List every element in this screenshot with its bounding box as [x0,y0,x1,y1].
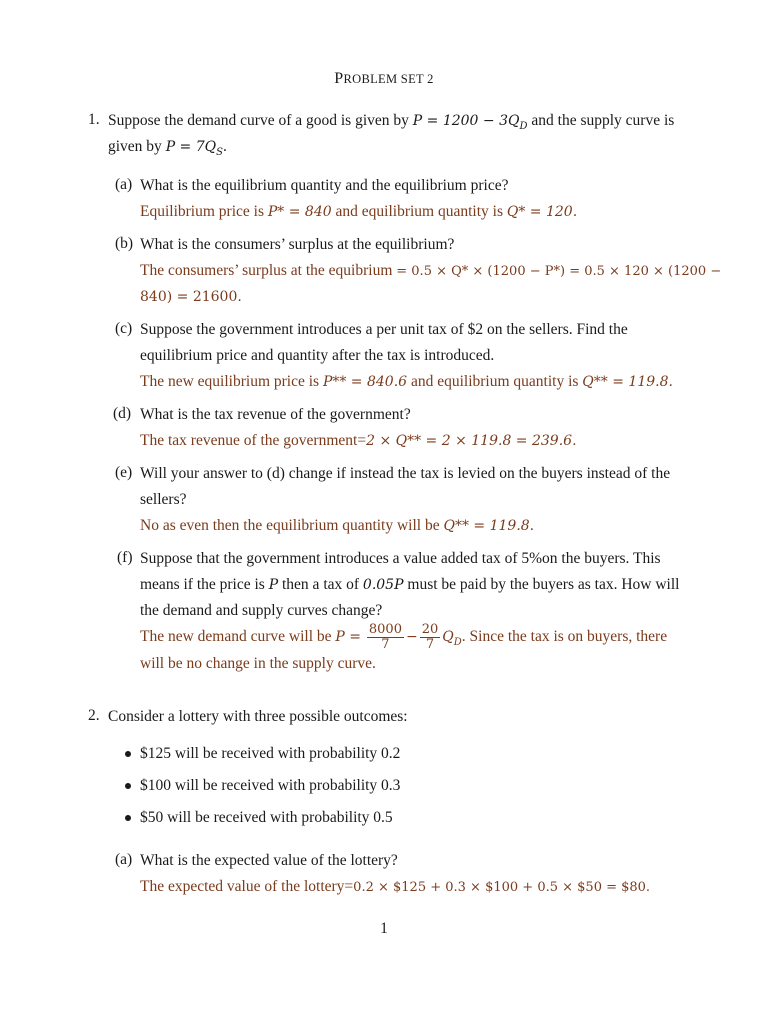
q1-text-c: given by [108,138,166,155]
q1-text-d: . [222,138,227,155]
q1-text-line-1 [108,111,674,137]
title-initial: P [334,70,344,87]
q2a-ans-1: The expected value of the lottery= [140,878,354,895]
q1b-ans-m2: 840) = 21600. [140,289,242,305]
q1f-q2b: then a tax of [278,576,363,593]
q1a-label: (a) [115,176,133,193]
q1f-ans-m2-sub: D [453,637,462,649]
q1f-frac2-bot: 7 [425,636,435,652]
q1d-label: (d) [113,405,132,422]
q1a-ans-m1: P* = 840 [267,204,332,220]
q2a-ans-m1: 0.2 × $125 + 0.3 × $100 + 0.5 × $50 = $80. [353,880,651,895]
q1-text-b: and the supply curve is [527,112,675,129]
q1e-ans-m1: Q** = 119.8. [443,518,535,534]
q1f-question-line-3: the demand and supply curves change? [140,602,383,619]
q1c-ans-1: The new equilibrium price is [140,373,323,390]
q1b-label: (b) [115,235,134,252]
q1c-ans-2: and equilibrium quantity is [407,373,583,390]
q1f-frac1-top: 8000 [368,621,402,637]
q1f-frac2-top: 20 [421,621,439,637]
q1f-ans-1: The new demand curve will be [140,628,336,645]
q1f-fraction-1 [367,623,404,652]
q1f-q2m: P [268,577,279,593]
q1c-ans-m2: Q** = 119.8. [582,374,673,390]
q1d-question: What is the tax revenue of the government? [140,406,411,423]
q1d-ans-m1: 2 × Q** = 2 × 119.8 = 239.6. [366,433,577,449]
q1d-ans-1: The tax revenue of the government= [140,432,367,449]
q2-bullet-1: $125 will be received with probability 0.2 [140,745,401,762]
q1-number: 1. [88,111,100,128]
title-rest: ROBLEM SET 2 [343,72,434,86]
q2-number: 2. [88,707,100,724]
q1e-ans-1: No as even then the equilibrium quantity will be [140,517,444,534]
q1f-q2a: means if the price is [140,576,269,593]
q2-bullet-2: $100 will be received with probability 0.3 [140,777,401,794]
q1-demand-math: P = 1200 − 3Q [412,113,520,129]
q2-text: Consider a lottery with three possible outcomes: [108,708,408,725]
q1b-answer-line-2 [140,287,242,307]
q1b-answer-line-1 [140,261,721,282]
bullet-dot [125,751,131,757]
q1-text-line-2 [108,137,227,163]
q1e-question-line-1: Will your answer to (d) change if instead the tax is levied on the buyers instead of the [140,465,671,482]
q1f-q2c: must be paid by the buyers as tax. How will [403,576,680,593]
q2-bullet-3: $50 will be received with probability 0.5 [140,809,393,826]
page-number: 1 [380,920,388,937]
q1d-answer [140,431,577,451]
q1f-label: (f) [117,549,133,566]
q1c-ans-m1: P** = 840.6 [322,374,408,390]
q2a-answer [140,877,650,898]
q1f-ans-minus: − [405,629,418,645]
q1f-fraction-2 [420,623,441,652]
q1-supply-equation [165,139,223,158]
q1-supply-sub: S [216,146,223,158]
q1e-label: (e) [115,464,133,481]
q1b-ans-m1: = 0.5 × Q* × (1200 − P*) = 0.5 × 120 × (1200 − [396,264,722,279]
q1f-answer-line-2: will be no change in the supply curve. [140,655,376,672]
q1f-frac1-bot: 7 [381,636,390,652]
q1-text-a: Suppose the demand curve of a good is given by [108,112,413,129]
page-title [0,70,768,88]
q1a-question: What is the equilibrium quantity and the equilibrium price? [140,177,509,194]
q1-demand-equation [412,113,528,132]
q1b-question: What is the consumers’ surplus at the equilibrium? [140,236,455,253]
q1e-question-line-2: sellers? [140,491,187,508]
q1f-ans-m2: Q [442,629,454,645]
q1f-question-line-2 [140,575,679,595]
q2a-label: (a) [115,851,133,868]
q1c-question-line-1: Suppose the government introduces a per unit tax of $2 on the sellers. Find the [140,321,628,338]
bullet-dot [125,815,131,821]
q1f-ans-2: . Since the tax is on buyers, there [461,628,668,645]
q1-supply-math: P = 7Q [165,139,217,155]
q1a-answer [140,202,577,222]
q1-demand-sub: D [519,120,528,132]
q1f-ans-m1: P = [335,629,362,645]
q1c-answer [140,372,673,392]
q1a-ans-1: Equilibrium price is [140,203,268,220]
q1a-ans-2: and equilibrium quantity is [331,203,507,220]
q2a-question: What is the expected value of the lottery? [140,852,398,869]
q1a-ans-m2: Q* = 120. [506,204,578,220]
q1b-ans-1: The consumers’ surplus at the equibrium [140,262,397,279]
q1c-question-line-2: equilibrium price and quantity after the tax is introduced. [140,347,495,364]
q1f-question-line-1: Suppose that the government introduces a value added tax of 5%on the buyers. This [140,550,661,567]
bullet-dot [125,783,131,789]
q1e-answer [140,516,534,536]
q1c-label: (c) [115,320,133,337]
q1f-q2m2: 0.05P [362,577,404,593]
